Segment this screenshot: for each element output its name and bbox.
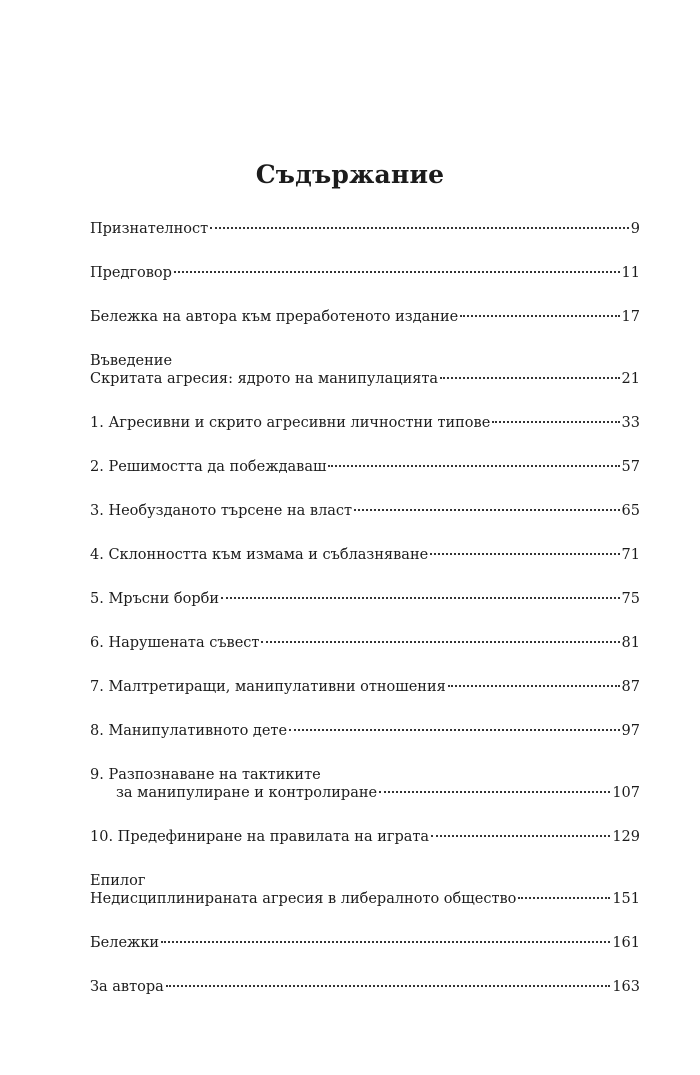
dot-leader <box>210 227 629 229</box>
toc-entry <box>90 722 640 740</box>
toc-page-number: 97 <box>621 723 640 739</box>
toc-line <box>90 722 640 740</box>
toc-entry-heading: 9. Разпознаване на тактиките <box>90 767 321 783</box>
toc-entry-heading: Епилог <box>90 873 146 889</box>
toc-line <box>90 634 640 652</box>
toc-page-number: 107 <box>612 785 640 801</box>
dot-leader <box>430 553 619 555</box>
toc-entry-title: 6. Нарушената съвест <box>90 635 260 651</box>
toc-line <box>90 458 640 476</box>
toc-page-number: 11 <box>621 265 640 281</box>
toc-entry-title: 8. Манипулативното дете <box>90 723 288 739</box>
toc-entry <box>90 678 640 696</box>
toc-entry <box>90 546 640 564</box>
toc-page-number: 9 <box>630 221 640 237</box>
dot-leader <box>431 835 610 837</box>
toc-entry <box>90 502 640 520</box>
toc-line <box>90 220 640 238</box>
dot-leader <box>379 791 610 793</box>
toc-entry <box>90 308 640 326</box>
toc-page-number: 21 <box>621 371 640 387</box>
toc-line <box>90 546 640 564</box>
toc-line <box>90 784 640 802</box>
toc-entry-title: 1. Агресивни и скрито агресивни личностни типове <box>90 415 491 431</box>
toc-page-number: 81 <box>621 635 640 651</box>
toc-entry <box>90 828 640 846</box>
toc-entry <box>90 352 640 388</box>
toc-entry-heading: Въведение <box>90 353 173 369</box>
toc-line <box>90 370 640 388</box>
toc-line <box>90 890 640 908</box>
dot-leader <box>261 641 619 643</box>
toc-entry-title: 3. Необузданото търсене на власт <box>90 503 353 519</box>
dot-leader <box>328 465 619 467</box>
toc-entry-title: 4. Склонността към измама и съблазняване <box>90 547 429 563</box>
toc-entry <box>90 220 640 238</box>
toc-page-number: 65 <box>621 503 640 519</box>
toc-entry-title: За автора <box>90 979 164 995</box>
toc-entry <box>90 872 640 908</box>
toc-entry-title: 10. Предефиниране на правилата на играта <box>90 829 430 845</box>
toc-entry <box>90 414 640 432</box>
toc-page-number: 75 <box>621 591 640 607</box>
toc-entry-title: 2. Решимостта да побеждаваш <box>90 459 327 475</box>
toc-entry <box>90 978 640 996</box>
dot-leader <box>448 685 620 687</box>
toc-line <box>90 414 640 432</box>
toc-entry-title: Признателност <box>90 221 209 237</box>
toc-line <box>90 678 640 696</box>
dot-leader <box>518 897 610 899</box>
dot-leader <box>161 941 610 943</box>
toc-page-number: 87 <box>621 679 640 695</box>
toc-entry-title: Недисциплинираната агресия в либералното общество <box>90 891 517 907</box>
toc-page-number: 163 <box>612 979 640 995</box>
toc-entry-title: за манипулиране и контролиране <box>116 785 378 801</box>
dot-leader <box>289 729 620 731</box>
toc-page-number: 57 <box>621 459 640 475</box>
toc-entry-title: 7. Малтретиращи, манипулативни отношения <box>90 679 446 695</box>
toc-entry-title: Бележка на автора към преработеното издание <box>90 309 459 325</box>
toc-line <box>90 828 640 846</box>
toc-page-number: 71 <box>621 547 640 563</box>
toc-list <box>90 220 640 1022</box>
toc-entry <box>90 934 640 952</box>
toc-entry-title: Скритата агресия: ядрото на манипулацията <box>90 371 439 387</box>
dot-leader <box>174 271 620 273</box>
toc-line <box>90 978 640 996</box>
toc-entry-title: Предговор <box>90 265 172 281</box>
dot-leader <box>166 985 611 987</box>
toc-entry-title: Бележки <box>90 935 160 951</box>
toc-page-number: 33 <box>621 415 640 431</box>
toc-line <box>90 934 640 952</box>
dot-leader <box>440 377 619 379</box>
toc-page-number: 161 <box>612 935 640 951</box>
dot-leader <box>460 315 619 317</box>
dot-leader <box>354 509 619 511</box>
toc-line <box>90 264 640 282</box>
toc-entry <box>90 264 640 282</box>
toc-entry <box>90 766 640 802</box>
toc-page-number: 151 <box>612 891 640 907</box>
toc-line <box>90 308 640 326</box>
toc-entry <box>90 634 640 652</box>
toc-entry <box>90 590 640 608</box>
toc-entry <box>90 458 640 476</box>
toc-page-number: 17 <box>621 309 640 325</box>
toc-line <box>90 590 640 608</box>
toc-entry-title: 5. Мръсни борби <box>90 591 219 607</box>
dot-leader <box>492 421 619 423</box>
page-title: Съдържание <box>255 160 445 189</box>
dot-leader <box>221 597 620 599</box>
toc-page-number: 129 <box>612 829 640 845</box>
toc-line <box>90 502 640 520</box>
